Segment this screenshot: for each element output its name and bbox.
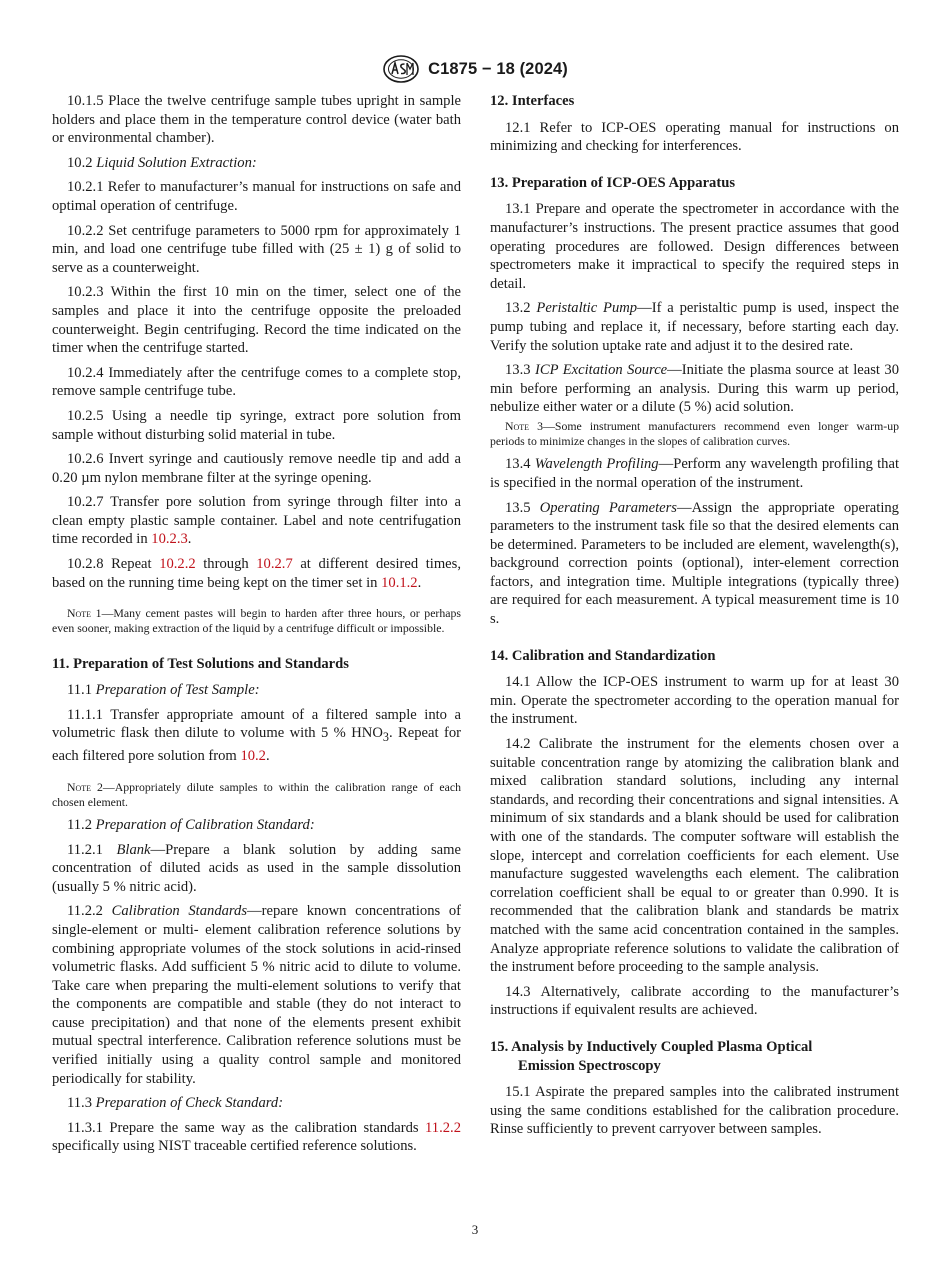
paragraph-text: 10.2.7 Transfer pore solution from syringe through filter into a clean empty plastic sample container. Label and note centrifugation time recorded in: [52, 494, 461, 548]
section-heading-15: [490, 1038, 899, 1075]
note-2: [52, 780, 461, 810]
paragraph-text: .: [417, 574, 422, 591]
section-title: Preparation of Calibration Standard:: [95, 816, 315, 833]
paragraph-10-2-6: 10.2.6 Invert syringe and cautiously remove needle tip and add a 0.20 µm nylon membrane filter at the syringe opening.: [52, 451, 461, 486]
heading-line: 15. Analysis by Inductively Coupled Plasma Optical: [490, 1038, 813, 1055]
section-number: 11.2.2: [67, 903, 103, 920]
paragraph-text: specifically using NIST traceable certified reference solutions.: [52, 1138, 417, 1155]
document-designation: C1875 − 18 (2024): [428, 59, 568, 78]
xref-link-10-2-2[interactable]: 10.2.2: [159, 556, 196, 573]
paragraph-11-2-1: [52, 841, 461, 897]
xref-link-10-1-2[interactable]: 10.1.2: [381, 574, 418, 591]
left-column: [52, 92, 461, 1162]
note-label: Note: [505, 418, 530, 433]
note-label: Note: [67, 606, 92, 621]
section-title: ICP Excitation Source: [535, 362, 668, 379]
paragraph-10-2-5: 10.2.5 Using a needle tip syringe, extract pore solution from sample without disturbing solid material in tube.: [52, 407, 461, 443]
astm-logo-icon: [382, 54, 420, 84]
note-label: Note: [67, 779, 92, 794]
section-number: 11.3: [67, 1095, 92, 1112]
right-column: [490, 92, 899, 1145]
section-title: Preparation of Test Sample:: [95, 682, 260, 699]
paragraph-10-2-2: 10.2.2 Set centrifuge parameters to 5000 rpm for approximately 1 min, and load one centrifuge tube filled with (25 ± 1) g of solid to serve as a counterweight.: [52, 222, 461, 276]
paragraph-10-2-7: [52, 493, 461, 549]
paragraph-13-1: 13.1 Prepare and operate the spectrometer in accordance with the manufacturer’s instructions. The present practice assumes that good operating procedures are followed. Design differences between spectrometers make it impractical to specify the required steps in detail.: [490, 201, 899, 292]
paragraph-11-2-2: [52, 902, 461, 1088]
heading-line: Emission Spectroscopy: [518, 1057, 661, 1074]
paragraph-10-2-4: 10.2.4 Immediately after the centrifuge comes to a complete stop, remove sample centrifuge tube.: [52, 364, 461, 400]
section-number: 13.2: [505, 300, 531, 317]
paragraph-13-3: [490, 361, 899, 417]
section-number: 11.1: [67, 682, 92, 699]
paragraph-text: 11.3.1 Prepare the same way as the calibration standards: [67, 1119, 426, 1136]
section-heading-14: 14. Calibration and Standardization: [490, 647, 716, 664]
paragraph-13-2: [490, 299, 899, 355]
section-number: 11.2.1: [67, 841, 103, 858]
paragraph-11-2: [52, 816, 461, 835]
paragraph-15-1: 15.1 Aspirate the prepared samples into the calibrated instrument using the same conditions established for the calibration procedure. Rinse sufficiently to prevent carryover between samples.: [490, 1084, 899, 1138]
paragraph-10-2-8: [52, 555, 461, 592]
section-heading-11: 11. Preparation of Test Solutions and Standards: [52, 655, 349, 672]
paragraph-text: —Prepare a blank solution by adding same concentration of diluted acids as used in the sample dissolution (usually 5 % nitric acid).: [52, 841, 461, 895]
paragraph-10-2-3: 10.2.3 Within the first 10 min on the timer, select one of the samples and place it into the centrifuge opposite the preloaded counterweight. Begin centrifuging. Record the time indicated on the timer when the centrifuge started.: [52, 284, 461, 357]
paragraph-text: .: [265, 747, 270, 764]
paragraph-11-1-1: [52, 706, 461, 766]
section-heading-13: 13. Preparation of ICP-OES Apparatus: [490, 174, 736, 191]
section-number: 11.2: [67, 816, 92, 833]
paragraph-text: —If a peristaltic pump is used, inspect the pump tubing and replace it, if necessary, before starting each day. Verify the solution uptake rate and adjust it to the desired rate.: [490, 300, 899, 354]
subscript: 3: [382, 730, 389, 745]
section-number: 13.4: [505, 456, 531, 473]
section-number: 13.5: [505, 499, 531, 516]
section-title: Liquid Solution Extraction:: [96, 154, 257, 171]
paragraph-text: through: [195, 556, 257, 573]
note-1: [52, 606, 461, 636]
xref-link-11-2-2[interactable]: 11.2.2: [425, 1119, 461, 1136]
section-title: Blank: [116, 841, 151, 858]
xref-link-10-2-7[interactable]: 10.2.7: [256, 556, 293, 573]
paragraph-10-2: [52, 154, 461, 173]
paragraph-10-2-1: 10.2.1 Refer to manufacturer’s manual for instructions on safe and optimal operation of centrifuge.: [52, 179, 461, 214]
paragraph-text: . Repeat for each filtered pore solution from: [52, 725, 461, 764]
paragraph-text: at different desired times, based on the running time being kept on the timer set in: [52, 556, 461, 591]
section-title: Peristaltic Pump: [536, 300, 638, 317]
section-number: 13.3: [505, 362, 531, 379]
note-3: [490, 419, 899, 449]
paragraph-14-1: 14.1 Allow the ICP-OES instrument to warm up for at least 30 min. Operate the spectrometer according to the operation manual for the instrument.: [490, 674, 899, 728]
section-title: Operating Parameters: [539, 499, 677, 516]
page-number: 3: [471, 1222, 479, 1237]
paragraph-10-1-5: 10.1.5 Place the twelve centrifuge sample tubes upright in sample holders and place them in the temperature control device (water bath or environmental chamber).: [52, 93, 461, 147]
paragraph-12-1: 12.1 Refer to ICP-OES operating manual for instructions on minimizing and checking for interferences.: [490, 119, 899, 155]
paragraph-text: 11.1.1 Transfer appropriate amount of a filtered sample into a volumetric flask then dilute to volume with 5 % HNO: [52, 706, 461, 742]
note-text: 3—Some instrument manufacturers recommend even longer warm-up periods to minimize changes in the slopes of calibration curves.: [490, 418, 899, 449]
paragraph-13-4: [490, 455, 899, 492]
section-number: 10.2: [67, 154, 93, 171]
xref-link-10-2-3[interactable]: 10.2.3: [151, 531, 188, 548]
paragraph-11-3-1: [52, 1119, 461, 1156]
paragraph-14-3: 14.3 Alternatively, calibrate according to the manufacturer’s instructions if equivalent results are achieved.: [490, 983, 899, 1019]
note-text: 1—Many cement pastes will begin to harden after three hours, or perhaps even sooner, making extraction of the liquid by a centrifuge difficult or impossible.: [52, 606, 461, 636]
section-title: Wavelength Profiling: [534, 456, 659, 473]
section-title: Calibration Standards: [111, 903, 248, 920]
paragraph-text: .: [187, 531, 192, 548]
paragraph-text: 10.2.8 Repeat: [67, 556, 160, 573]
section-heading-12: 12. Interfaces: [490, 93, 575, 109]
paragraph-14-2: 14.2 Calibrate the instrument for the elements chosen over a suitable concentration range by atomizing the calibration blank and mixed calibration standard solutions, including any internal standards, and recording their concentrations and signal intensities. A minimum of six standards and a blank should be used for calibration with one of the standards. The computer software will establish the slope, intercept and correlation coefficients for each element. Use manufacture suggested wavelengths each element. The calibration correlation coefficient shall be equal to or greater than 0.990. It is recommended that the calibration blank and standards be matrix matched with the same acid concentration contained in the samples. Analyze appropriate reference solutions to validate the calibration of the instrument before proceeding to the sample analysis.: [490, 736, 899, 976]
paragraph-13-5: [490, 499, 899, 629]
paragraph-text: —Initiate the plasma source at least 30 min before performing an analysis. During this warm up period, nebulize either water or a dilute (5 %) acid solution.: [490, 362, 899, 416]
paragraph-text: —Perform any wavelength profiling that is specified in the normal operation of the instrument.: [490, 456, 899, 491]
note-text: 2—Appropriately dilute samples to within the calibration range of each chosen element.: [52, 779, 461, 809]
paragraph-11-3: [52, 1094, 461, 1113]
xref-link-10-2[interactable]: 10.2: [240, 747, 266, 764]
section-title: Preparation of Check Standard:: [95, 1095, 284, 1112]
paragraph-text: —Assign the appropriate operating parameters to the instrument task file so that the desired elements can be determined. Parameters to be included are element, wavelength(s), background correction points (optional), inter-element correction factors, and integration time. Multiple integrations (typically three) are required for each measurement. A typical measurement time is 10 s.: [490, 499, 899, 628]
paragraph-text: —repare known concentrations of single-element or multi- element calibration reference solutions by combining appropriate volumes of the stock solutions in acid-rinsed volumetric flasks. Add sufficient 5 % nitric acid to dilute to volume. Take care when preparing the multi-element solutions to verify that the components are compatible and stable (they do not interact to cause precipitation) and that none of the elements present exhibit mutual spectral interference. Calibration reference solutions must be verified initially using a quality control sample and monitored periodically for stability.: [52, 903, 461, 1087]
page-header: [0, 52, 950, 86]
paragraph-11-1: [52, 681, 461, 700]
